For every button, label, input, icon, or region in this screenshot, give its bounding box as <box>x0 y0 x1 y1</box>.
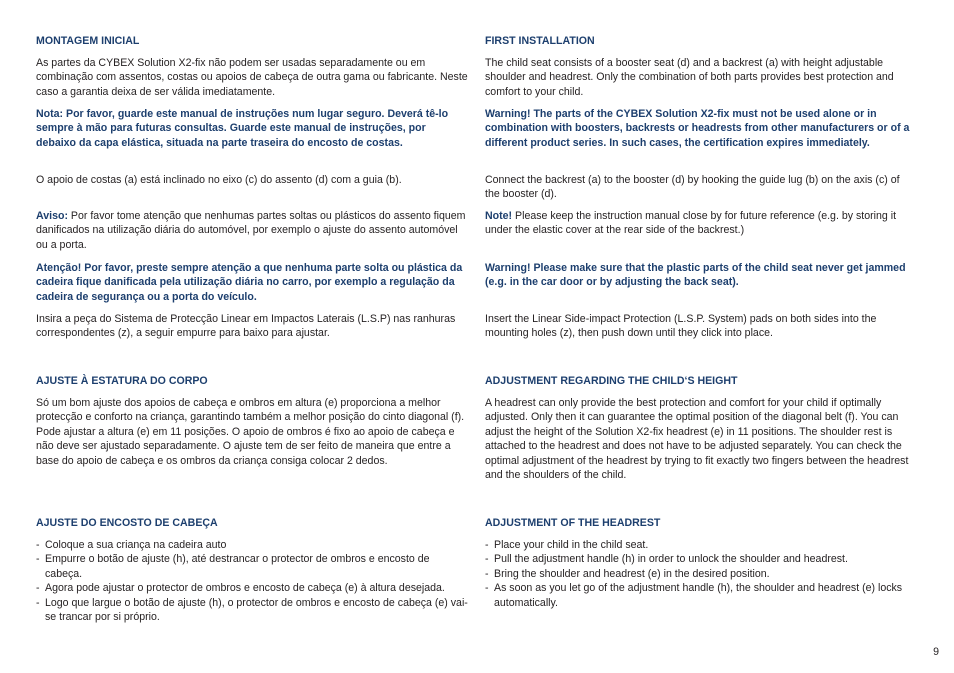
list-item: - Coloque a sua criança na cadeira auto <box>36 538 468 552</box>
list-item: - Bring the shoulder and headrest (e) in the desired position. <box>485 567 917 581</box>
pt-note: Nota: Por favor, guarde este manual de instruções num lugar seguro. Deverá tê-lo sempre à mão para futuras consultas. Guarde este manual de instruções, por debaixo da capa elástica, situada na parte traseira do encosto de costas. <box>36 108 449 149</box>
pt-paragraph-parts: As partes da CYBEX Solution X2-fix não podem ser usadas separadamente ou em combinação com assentos, costas ou apoios de cabeça de outra gama ou fabricante. Neste caso a garantia deixa de ser válida imediatamente. <box>36 57 468 98</box>
pt-aviso <box>36 209 468 252</box>
en-paragraph-backrest: Connect the backrest (a) to the booster (d) by hooking the guide lug (b) on the axis (c) of the booster (d). <box>485 174 900 201</box>
list-item: - Logo que largue o botão de ajuste (h), o protector de ombros e encosto de cabeça (e) vai-se trancar por si próprio. <box>36 596 468 625</box>
list-item: - Place your child in the child seat. <box>485 538 917 552</box>
pt-paragraph-height: Só um bom ajuste dos apoios de cabeça e ombros em altura (e) proporciona a melhor protecção e conforto na criança, garantindo também a melhor posição do cinto diagonal (f). Pode ajustar a altura (e) em 11 posições. O apoio de ombros é fixo ao apoio de cabeça e não deve ser ajustado separadamente. O ajuste tem de ser feito de maneira que entre a base do apoio de cabeça e os ombros da criança consiga colocar 2 dedos. <box>36 397 465 467</box>
en-paragraph-lsp: Insert the Linear Side-impact Protection (L.S.P. System) pads on both sides into the mounting holes (z), then push down until they click into place. <box>485 313 877 340</box>
pt-aviso-label: Aviso: <box>36 210 68 222</box>
en-note <box>485 209 917 238</box>
en-warning-plastic: Warning! Please make sure that the plastic parts of the child seat never get jammed (e.g. in the car door or by adjusting the back seat). <box>485 262 906 289</box>
en-heading-height: ADJUSTMENT REGARDING THE CHILD‘S HEIGHT <box>485 375 738 387</box>
pt-atencao: Atenção! Por favor, preste sempre atenção a que nenhuma parte solta ou plástica da cadeira fique danificada pela utilização diária no carro, por exemplo a regulação da cadeira de segurança ou a porta do veículo. <box>36 262 463 303</box>
en-heading-first-installation: FIRST INSTALLATION <box>485 35 595 47</box>
list-item: - Agora pode ajustar o protector de ombros e encosto de cabeça (e) à altura desejada. <box>36 581 468 595</box>
pt-headrest-steps <box>36 538 468 624</box>
pt-aviso-text: Por favor tome atenção que nenhumas partes soltas ou plásticos do assento fiquem danificados na utilização diária do automóvel, por exemplo o ajuste do assento automóvel ou a porta. <box>36 210 466 251</box>
en-paragraph-parts: The child seat consists of a booster seat (d) and a backrest (a) with height adjustable shoulder and headrest. Only the combination of both parts provides best protection and comfort to your child. <box>485 57 894 98</box>
page-number: 9 <box>933 646 939 658</box>
pt-paragraph-backrest: O apoio de costas (a) está inclinado no eixo (c) do assento (d) com a guia (b). <box>36 174 402 186</box>
en-headrest-steps <box>485 538 917 610</box>
pt-paragraph-lsp: Insira a peça do Sistema de Protecção Linear em Impactos Laterais (L.S.P) nas ranhuras correspondentes (z), a seguir empurre para baixo para ajustar. <box>36 313 456 340</box>
en-heading-headrest: ADJUSTMENT OF THE HEADREST <box>485 517 661 529</box>
en-paragraph-height: A headrest can only provide the best protection and comfort for your child if optimally adjusted. Only then it can guarantee the optimal position of the diagonal belt (f). You can adjust the height of the Solution X2-fix headrest (e) in 11 positions. The shoulder rest is attached to the headrest and does not have to be adjusted separately. You can check the optimal adjustment of the headrest by trying to fit exactly two fingers between the headrest and the shoulders of the child. <box>485 397 909 482</box>
en-note-label: Note! <box>485 210 513 222</box>
list-item: - Pull the adjustment handle (h) in order to unlock the shoulder and headrest. <box>485 552 917 566</box>
pt-heading-first-installation: MONTAGEM INICIAL <box>36 35 140 47</box>
en-note-text: Please keep the instruction manual close by for future reference (e.g. by storing it under the elastic cover at the rear side of the backrest.) <box>485 210 897 237</box>
pt-heading-headrest: AJUSTE DO ENCOSTO DE CABEÇA <box>36 517 218 529</box>
pt-heading-height: AJUSTE À ESTATURA DO CORPO <box>36 375 208 387</box>
list-item: - Empurre o botão de ajuste (h), até destrancar o protector de ombros e encosto de cabeça. <box>36 552 468 581</box>
list-item: - As soon as you let go of the adjustment handle (h), the shoulder and headrest (e) locks automatically. <box>485 581 917 610</box>
en-warning-parts: Warning! The parts of the CYBEX Solution X2-fix must not be used alone or in combination with boosters, backrests or headrests from other manufacturers or of a different product series. In such cases, the certification expires immediately. <box>485 108 910 149</box>
